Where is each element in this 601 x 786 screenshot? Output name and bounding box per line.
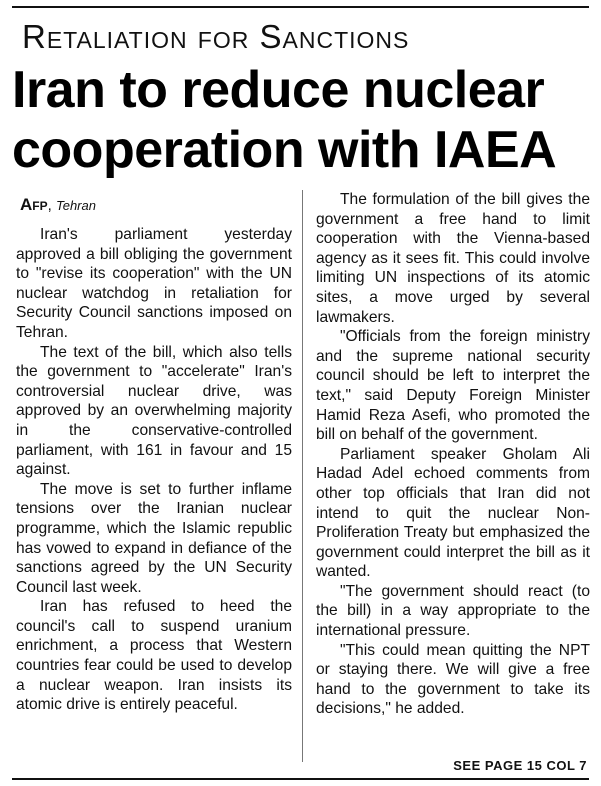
paragraph: Iran's parliament yesterday approved a bill obliging the government to "revise its cooperation" with the UN nuclear watchdog in retaliation for Security Council sanctions imposed on Tehran. <box>16 226 292 341</box>
byline-place: Tehran <box>55 198 96 213</box>
paragraph: Parliament speaker Gholam Ali Hadad Adel echoed comments from other top officials that Iran did not intend to quit the nuclear Non-Proliferation Treaty but emphasized the government could interpret the bill as it wanted. <box>316 445 590 581</box>
paragraph: "This could mean quitting the NPT or staying there. We will give a free hand to the government to take its decisions," he added. <box>316 641 590 718</box>
paragraph: "The government should react (to the bill) in a way appropriate to the international pressure. <box>316 582 590 640</box>
column-left <box>16 196 292 715</box>
top-rule <box>12 6 589 8</box>
column-divider <box>302 190 303 762</box>
byline: Afp, Tehran <box>20 195 96 214</box>
headline: Iran to reduce nuclear cooperation with IAEA <box>12 61 557 179</box>
paragraph: The formulation of the bill gives the government a free hand to limit cooperation with the Vienna-based agency as it sees fit. This could involve limiting UN inspections of its atomic sites, a move urged by several lawmakers. <box>316 191 590 326</box>
bottom-rule <box>12 778 589 780</box>
byline-agency: Afp <box>20 195 48 214</box>
kicker: Retaliation for Sanctions <box>22 18 410 55</box>
paragraph: Iran has refused to heed the council's call to suspend uranium enrichment, a process that Western countries fear could be used to develop a nuclear weapon. Iran insists its atomic drive is entirely peaceful. <box>16 598 292 714</box>
continuation-line: SEE PAGE 15 COL 7 <box>453 758 587 773</box>
column-right <box>316 190 590 719</box>
paragraph: The text of the bill, which also tells the government to "accelerate" Iran's controversial nuclear drive, was approved by an overwhelming majority in the conservative-controlled parliament, with 161 in favour and 15 against. <box>16 343 292 479</box>
paragraph: "Officials from the foreign ministry and the supreme national security council should be left to interpret the text," said Deputy Foreign Minister Hamid Reza Asefi, who promoted the bill on behalf of the government. <box>316 328 590 444</box>
paragraph: The move is set to further inflame tensions over the Iranian nuclear programme, which the Islamic republic has vowed to expand in defiance of the sanctions agreed by the UN Security Council last week. <box>16 480 292 596</box>
